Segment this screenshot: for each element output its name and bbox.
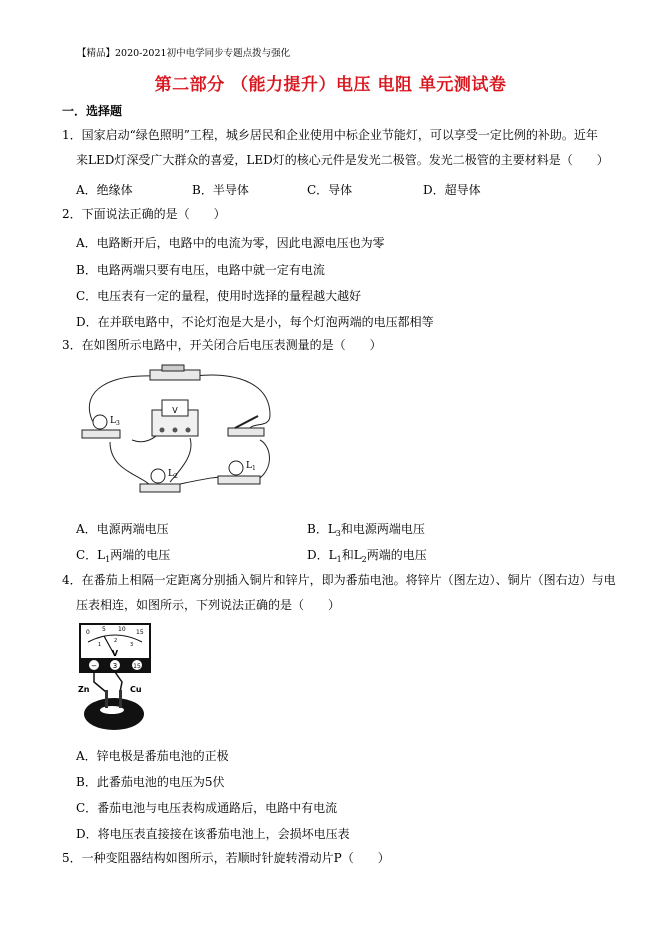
terminal-15-label: 15 bbox=[133, 663, 141, 670]
q4-option-d: D．将电压表直接接在该番茄电池上，会损坏电压表 bbox=[76, 827, 350, 841]
q1-option-b: B．半导体 bbox=[192, 183, 249, 197]
q4-line2: 压表相连，如图所示，下列说法正确的是（ ） bbox=[76, 598, 341, 612]
scale-5: 5 bbox=[102, 626, 106, 633]
bulb-l1-icon bbox=[229, 461, 243, 475]
scale-0: 0 bbox=[86, 629, 90, 636]
q2-option-c: C．电压表有一定的量程，使用时选择的量程越大越好 bbox=[76, 289, 362, 303]
tomato-icon bbox=[84, 698, 144, 730]
section-heading: 一．选择题 bbox=[62, 104, 123, 118]
lamp-l1-base bbox=[218, 476, 260, 484]
wire-cu bbox=[115, 672, 122, 692]
q3-option-d: D．$L_1$和$L_2$两端的电压 bbox=[307, 548, 427, 564]
wire bbox=[110, 442, 150, 485]
scale-10: 10 bbox=[118, 626, 126, 633]
label-l1: $L_1$ bbox=[246, 461, 256, 472]
switch-lever bbox=[235, 416, 258, 428]
voltmeter-label: V bbox=[172, 406, 178, 415]
q2-option-a: A．电路断开后，电路中的电流为零，因此电源电压也为零 bbox=[76, 236, 385, 250]
q5-line1: 5．一种变阻器结构如图所示，若顺时针旋转滑动片P（ ） bbox=[62, 851, 390, 865]
wire bbox=[195, 375, 270, 432]
scale-1: 1 bbox=[98, 642, 102, 648]
terminal-3-label: 3 bbox=[112, 662, 118, 670]
terminal bbox=[173, 428, 178, 433]
scale-2: 2 bbox=[114, 638, 118, 644]
q2-option-b: B．电路两端只要有电压，电路中就一定有电流 bbox=[76, 263, 325, 277]
copper-plate bbox=[119, 690, 122, 708]
label-l3: $L_3$ bbox=[110, 416, 120, 427]
q1-line1: 1．国家启动“绿色照明”工程，城乡居民和企业使用中标企业节能灯，可以享受一定比例的补助。近年 bbox=[62, 128, 598, 142]
terminal bbox=[160, 428, 165, 433]
q1-line2: 来LED灯深受广大群众的喜爱，LED灯的核心元件是发光二极管。发光二极管的主要材料是（ ） bbox=[76, 153, 609, 167]
q4-option-a: A．锌电极是番茄电池的正极 bbox=[76, 749, 229, 763]
q3-option-b: B．$L_3$和电源两端电压 bbox=[307, 522, 425, 538]
terminal bbox=[186, 428, 191, 433]
lamp-l3-base bbox=[82, 430, 120, 438]
label-l2: $L_2$ bbox=[168, 469, 178, 480]
scale-15: 15 bbox=[136, 629, 144, 636]
circuit-diagram bbox=[70, 360, 290, 510]
lamp-l2-base bbox=[140, 484, 180, 492]
meter-v-label: V bbox=[111, 649, 119, 658]
power-source-top bbox=[162, 365, 184, 371]
q2-line1: 2．下面说法正确的是（ ） bbox=[62, 207, 226, 221]
terminal-minus-label: − bbox=[91, 662, 97, 670]
q4-option-c: C．番茄电池与电压表构成通路后，电路中有电流 bbox=[76, 801, 338, 815]
header-tag: 【精品】2020-2021初中电学同步专题点拨与强化 bbox=[77, 48, 291, 59]
q1-option-a: A．绝缘体 bbox=[76, 183, 133, 197]
q3-line1: 3．在如图所示电路中，开关闭合后电压表测量的是（ ） bbox=[62, 338, 382, 352]
wire-zn bbox=[94, 672, 106, 692]
q3-option-a: A．电源两端电压 bbox=[76, 522, 169, 536]
bulb-l2-icon bbox=[151, 469, 165, 483]
scale-3: 3 bbox=[130, 642, 134, 648]
page-title: 第二部分 （能力提升）电压 电阻 单元测试卷 bbox=[154, 75, 507, 95]
tomato-battery-figure bbox=[74, 620, 154, 732]
q4-line1: 4．在番茄上相隔一定距离分别插入铜片和锌片，即为番茄电池。将锌片（图左边）、铜片（图右边）与电 bbox=[62, 573, 616, 587]
q1-option-c: C．导体 bbox=[307, 183, 353, 197]
zinc-plate bbox=[105, 690, 108, 708]
switch-base bbox=[228, 428, 264, 436]
wire bbox=[260, 440, 269, 478]
zn-label: Zn bbox=[78, 685, 90, 694]
cu-label: Cu bbox=[130, 685, 142, 694]
bulb-l3-icon bbox=[93, 415, 107, 429]
q4-option-b: B．此番茄电池的电压为5伏 bbox=[76, 775, 225, 789]
q1-option-d: D．超导体 bbox=[423, 183, 481, 197]
q3-option-c: C．$L_1$两端的电压 bbox=[76, 548, 171, 564]
q2-option-d: D．在并联电路中，不论灯泡是大是小，每个灯泡两端的电压都相等 bbox=[76, 315, 434, 329]
